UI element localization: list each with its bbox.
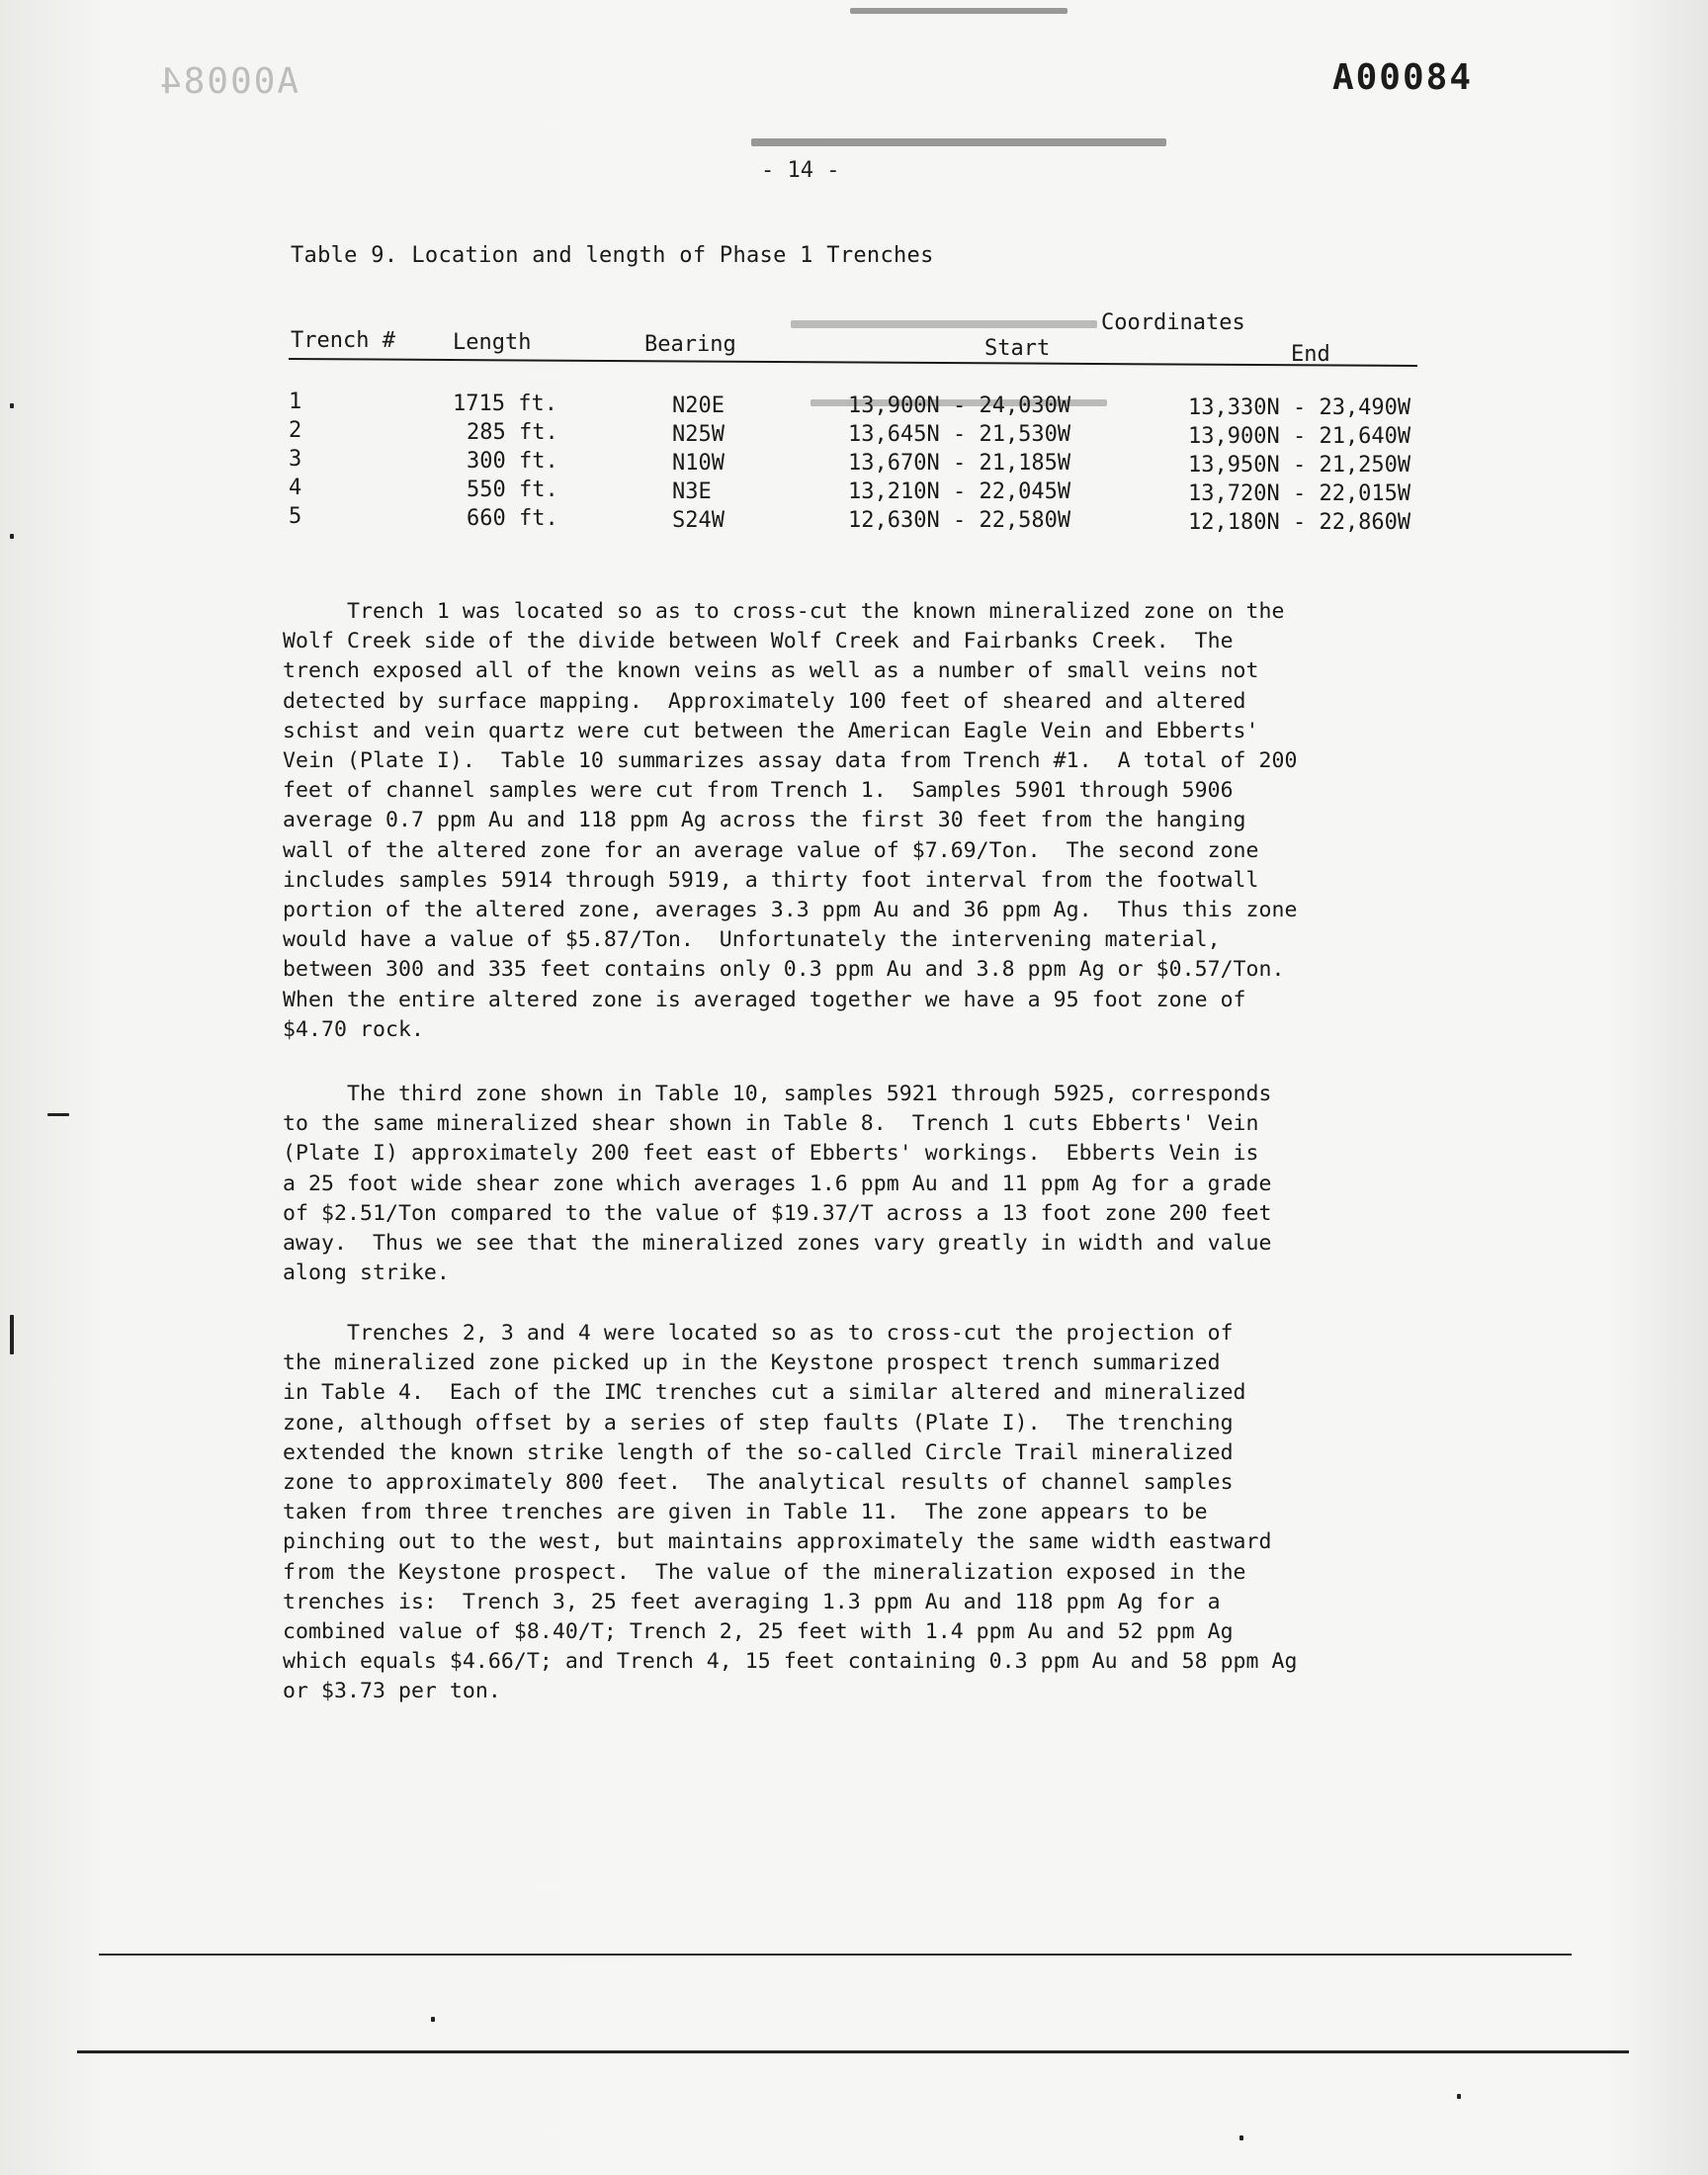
- margin-speck: [47, 1113, 69, 1116]
- paragraph-line: along strike.: [283, 1261, 450, 1286]
- table-header-rule: [289, 358, 1417, 367]
- table-row: [0, 418, 1708, 447]
- cell-length: 285 ft.: [467, 420, 558, 445]
- paragraph-line: combined value of $8.40/T; Trench 2, 25 feet with 1.4 ppm Au and 52 ppm Ag: [283, 1619, 1234, 1645]
- scan-smudge: [751, 138, 1166, 146]
- paragraph-line: away. Thus we see that the mineralized zones vary greatly in width and value: [283, 1231, 1272, 1257]
- paragraph-line: would have a value of $5.87/Ton. Unfortunately the intervening material,: [283, 927, 1221, 953]
- paragraph-line: wall of the altered zone for an average value of $7.69/Ton. The second zone: [283, 837, 1259, 863]
- table-label: Table 9.: [291, 243, 398, 268]
- cell-end: 13,720N - 22,015W: [1188, 481, 1411, 506]
- paragraph-line: zone to approximately 800 feet. The analytical results of channel samples: [283, 1470, 1234, 1496]
- paragraph-ebberts-vein: [283, 1080, 1461, 1288]
- footer-rule: [99, 1954, 1572, 1956]
- cell-end: 12,180N - 22,860W: [1188, 510, 1411, 535]
- paragraph-trench-1: [283, 597, 1461, 1045]
- column-header-bearing: Bearing: [644, 332, 736, 357]
- margin-speck: [10, 403, 14, 408]
- column-header-trench: Trench #: [291, 328, 395, 353]
- table-title: [291, 243, 948, 268]
- paragraph-line: portion of the altered zone, averages 3.3 ppm Au and 36 ppm Ag. Thus this zone: [283, 898, 1298, 923]
- cell-bearing: N3E: [672, 479, 712, 504]
- column-header-end: End: [1291, 342, 1330, 367]
- page-number: - 14 -: [761, 158, 840, 183]
- cell-length: 660 ft.: [467, 506, 558, 531]
- paragraph-line: or $3.73 per ton.: [283, 1679, 501, 1704]
- paragraph-line: average 0.7 ppm Au and 118 ppm Ag across the first 30 feet from the hanging: [283, 808, 1246, 833]
- bleed-through-number: A00084: [158, 61, 299, 102]
- cell-trench: 1: [289, 390, 302, 414]
- paragraph-line: Trench 1 was located so as to cross-cut the known mineralized zone on the: [283, 599, 1285, 624]
- cell-trench: 3: [289, 447, 302, 472]
- cell-bearing: N10W: [672, 451, 725, 476]
- paragraph-line: feet of channel samples were cut from Trench 1. Samples 5901 through 5906: [283, 778, 1234, 804]
- cell-length: 550 ft.: [467, 478, 558, 502]
- cell-bearing: N25W: [672, 422, 725, 447]
- scan-smudge: [791, 320, 1097, 328]
- cell-start: 13,210N - 22,045W: [848, 479, 1071, 504]
- cell-trench: 2: [289, 418, 302, 443]
- paragraph-line: trenches is: Trench 3, 25 feet averaging 1.3 ppm Au and 118 ppm Ag for a: [283, 1589, 1221, 1614]
- paragraph-trenches-2-3-4: [283, 1319, 1461, 1707]
- paragraph-line: which equals $4.66/T; and Trench 4, 15 feet containing 0.3 ppm Au and 58 ppm Ag: [283, 1649, 1298, 1675]
- column-header-coordinates: Coordinates: [1101, 310, 1245, 335]
- cell-bearing: N20E: [672, 393, 725, 418]
- paragraph-line: Wolf Creek side of the divide between Wolf Creek and Fairbanks Creek. The: [283, 629, 1234, 654]
- scan-smudge: [850, 8, 1068, 14]
- column-header-length: Length: [453, 330, 532, 355]
- paragraph-line: between 300 and 335 feet contains only 0.3 ppm Au and 3.8 ppm Ag or $0.57/Ton.: [283, 957, 1285, 983]
- cell-end: 13,950N - 21,250W: [1188, 453, 1411, 478]
- cell-end: 13,330N - 23,490W: [1188, 395, 1411, 420]
- paragraph-line: When the entire altered zone is averaged together we have a 95 foot zone of: [283, 987, 1246, 1012]
- paragraph-line: Trenches 2, 3 and 4 were located so as to cross-cut the projection of: [283, 1321, 1234, 1346]
- cell-bearing: S24W: [672, 508, 725, 533]
- cell-start: 12,630N - 22,580W: [848, 508, 1071, 533]
- column-header-start: Start: [984, 336, 1051, 361]
- cell-end: 13,900N - 21,640W: [1188, 424, 1411, 449]
- paragraph-line: includes samples 5914 through 5919, a thirty foot interval from the footwall: [283, 867, 1259, 893]
- paragraph-line: (Plate I) approximately 200 feet east of Ebberts' workings. Ebberts Vein is: [283, 1141, 1259, 1167]
- paragraph-line: taken from three trenches are given in Table 11. The zone appears to be: [283, 1500, 1208, 1525]
- margin-speck: [10, 534, 14, 539]
- paragraph-line: zone, although offset by a series of step faults (Plate I). The trenching: [283, 1410, 1234, 1436]
- paragraph-line: detected by surface mapping. Approximately 100 feet of sheared and altered: [283, 688, 1246, 714]
- paragraph-line: $4.70 rock.: [283, 1016, 424, 1042]
- margin-speck: [431, 2017, 435, 2022]
- cell-trench: 5: [289, 504, 302, 529]
- table-row: [0, 447, 1708, 476]
- paragraph-line: of $2.51/Ton compared to the value of $19.37/T across a 13 foot zone 200 feet: [283, 1200, 1272, 1226]
- paragraph-line: from the Keystone prospect. The value of the mineralization exposed in the: [283, 1559, 1246, 1585]
- paragraph-line: extended the known strike length of the so-called Circle Trail mineralized: [283, 1439, 1234, 1465]
- paragraph-line: the mineralized zone picked up in the Keystone prospect trench summarized: [283, 1350, 1221, 1376]
- margin-speck: [10, 1315, 14, 1354]
- margin-speck: [1457, 2094, 1461, 2099]
- paragraph-line: a 25 foot wide shear zone which averages 1.6 ppm Au and 11 ppm Ag for a grade: [283, 1171, 1272, 1196]
- cell-start: 13,670N - 21,185W: [848, 451, 1071, 476]
- paragraph-line: pinching out to the west, but maintains approximately the same width eastward: [283, 1529, 1272, 1555]
- cell-trench: 4: [289, 476, 302, 500]
- paragraph-line: to the same mineralized shear shown in Table 8. Trench 1 cuts Ebberts' Vein: [283, 1111, 1259, 1137]
- paragraph-line: trench exposed all of the known veins as well as a number of small veins not: [283, 658, 1259, 684]
- paragraph-line: schist and vein quartz were cut between the American Eagle Vein and Ebberts': [283, 718, 1259, 743]
- cell-start: 13,900N - 24,030W: [848, 393, 1071, 418]
- paragraph-line: The third zone shown in Table 10, samples 5921 through 5925, corresponds: [283, 1082, 1272, 1106]
- cell-start: 13,645N - 21,530W: [848, 422, 1071, 447]
- table-row: [0, 390, 1708, 418]
- table-caption: Location and length of Phase 1 Trenches: [411, 243, 934, 268]
- cell-length: 300 ft.: [467, 449, 558, 474]
- cell-length: 1715 ft.: [453, 392, 557, 416]
- table-row: [0, 476, 1708, 504]
- document-number: A00084: [1331, 57, 1473, 98]
- paragraph-line: in Table 4. Each of the IMC trenches cut a similar altered and mineralized: [283, 1380, 1246, 1406]
- table-row: [0, 504, 1708, 533]
- paragraph-line: Vein (Plate I). Table 10 summarizes assay data from Trench #1. A total of 200: [283, 748, 1298, 774]
- footer-rule: [77, 2050, 1629, 2053]
- margin-speck: [1239, 2135, 1243, 2140]
